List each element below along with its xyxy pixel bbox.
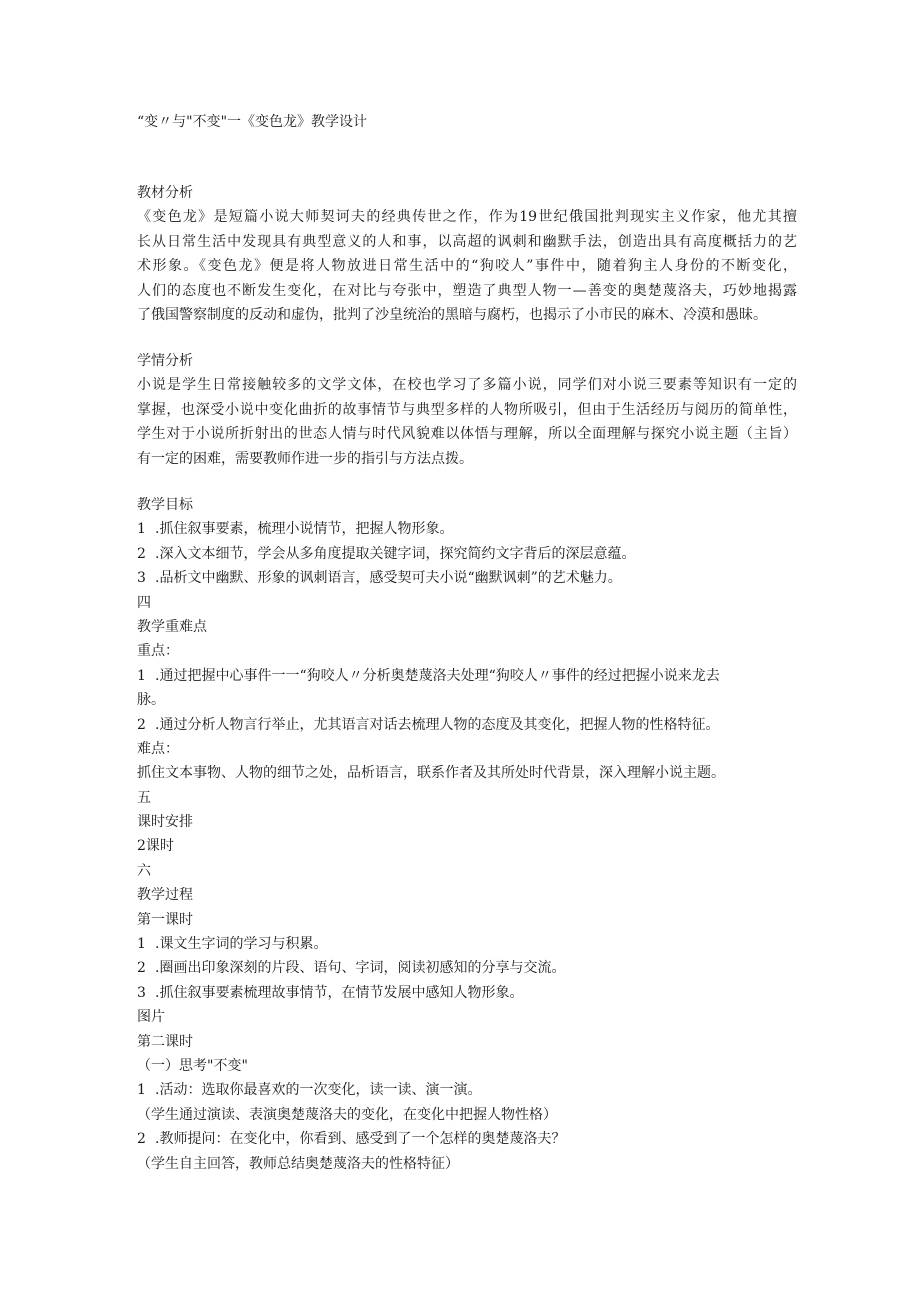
paragraph-line: 术形象。《变色龙》便是将人物放进日常生活中的“狗咬人”事件中，随着狗主人身份的不断变化， [137, 258, 797, 275]
difficulty-text: 抓住文本事物、人物的细节之处，品析语言，联系作者及其所处时代背景，深入理解小说主题。 [137, 765, 725, 782]
lesson-item: 2 .教师提问：在变化中，你看到、感受到了一个怎样的奥楚蔑洛夫？ [137, 1131, 566, 1148]
part-heading: （一）思考"不变" [137, 1057, 248, 1074]
section-heading: 教学目标 [137, 497, 193, 513]
image-label: 图片 [137, 1009, 165, 1026]
section-heading: 教材分析 [137, 185, 193, 201]
key-point-continuation: 脉。 [137, 692, 165, 709]
material-paragraph [137, 205, 797, 327]
section-marker: 四 [137, 594, 151, 611]
paragraph-line: 人们的态度也不断发生变化，在对比与夸张中，塑造了典型人物一—善变的奥楚蔑洛夫，巧妙地揭露 [137, 282, 797, 299]
paragraph-line: 小说是学生日常接触较多的文学文体，在校也学习了多篇小说，同学们对小说三要素等知识有一定的 [137, 377, 797, 394]
paragraph-line: 学生对于小说所折射出的世态人情与时代风貌难以体悟与理解，所以全面理解与探究小说主题（主旨） [137, 426, 797, 443]
lesson-item: 1 .课文生字词的学习与积累。 [137, 936, 328, 953]
lesson-title: 第二课时 [137, 1033, 193, 1050]
section-heading: 学情分析 [137, 353, 193, 369]
key-points-label: 重点： [137, 643, 179, 660]
student-analysis-section [137, 349, 797, 471]
student-paragraph [137, 373, 797, 471]
section-heading: 课时安排 [137, 814, 193, 831]
key-point-item: 1 .通过把握中心事件一一“狗咬人〃分析奥楚蔑洛夫处理“狗咬人〃事件的经过把握小说来龙去 [137, 667, 720, 684]
section-heading: 教学重难点 [137, 618, 207, 635]
paragraph-line: 有一定的困难，需要教师作进一步的指引与方法点拨。 [137, 450, 473, 467]
lesson-note: （学生自主回答，教师总结奥楚蔑洛夫的性格特征） [137, 1155, 459, 1172]
section-heading: 教学过程 [137, 887, 193, 904]
goal-item: 1 .抓住叙事要素，梳理小说情节，把握人物形象。 [137, 521, 454, 538]
paragraph-line: 掌握，也深受小说中变化曲折的故事情节与典型多样的人物所吸引，但由于生活经历与阅历的简单性， [137, 401, 797, 418]
lesson-item: 3 .抓住叙事要素梳理故事情节，在情节发展中感知人物形象。 [137, 984, 524, 1001]
difficulty-label: 难点： [137, 740, 179, 757]
paragraph-line: 长从日常生活中发现具有典型意义的人和事，以高超的讽刺和幽默手法，创造出具有高度概括力的艺 [137, 233, 797, 250]
goal-item: 2 .深入文本细节，学会从多角度提取关键字词，探究简约文字背后的深层意蕴。 [137, 545, 636, 562]
goals-and-process [137, 493, 797, 1176]
lesson-item: 2 .圈画出印象深刻的片段、语句、字词，阅读初感知的分享与交流。 [137, 960, 566, 977]
schedule-text: 2课时 [137, 838, 174, 855]
document-title: “变〃与"不变"一《变色龙》教学设计 [137, 114, 368, 130]
lesson-item: 1 .活动：选取你最喜欢的一次变化，读一读、演一演。 [137, 1082, 482, 1099]
section-marker: 六 [137, 862, 151, 879]
section-marker: 五 [137, 789, 151, 806]
paragraph-line: 了俄国警察制度的反动和虚伪，批判了沙皇统治的黑暗与腐朽，也揭示了小市民的麻木、冷漠和愚昧。 [137, 306, 767, 323]
paragraph-line: 《变色龙》是短篇小说大师契诃夫的经典传世之作，作为19世纪俄国批判现实主义作家，他尤其擅 [137, 209, 797, 226]
material-analysis-section [137, 181, 797, 327]
key-point-item: 2 .通过分析人物言行举止，尤其语言对话去梳理人物的态度及其变化，把握人物的性格特征。 [137, 716, 720, 733]
goal-item: 3 .品析文中幽默、形象的讽刺语言，感受契可夫小说“幽默讽刺”的艺术魅力。 [137, 570, 622, 587]
lesson-title: 第一课时 [137, 911, 193, 928]
lesson-note: （学生通过演读、表演奥楚蔑洛夫的变化，在变化中把握人物性格） [137, 1106, 557, 1123]
